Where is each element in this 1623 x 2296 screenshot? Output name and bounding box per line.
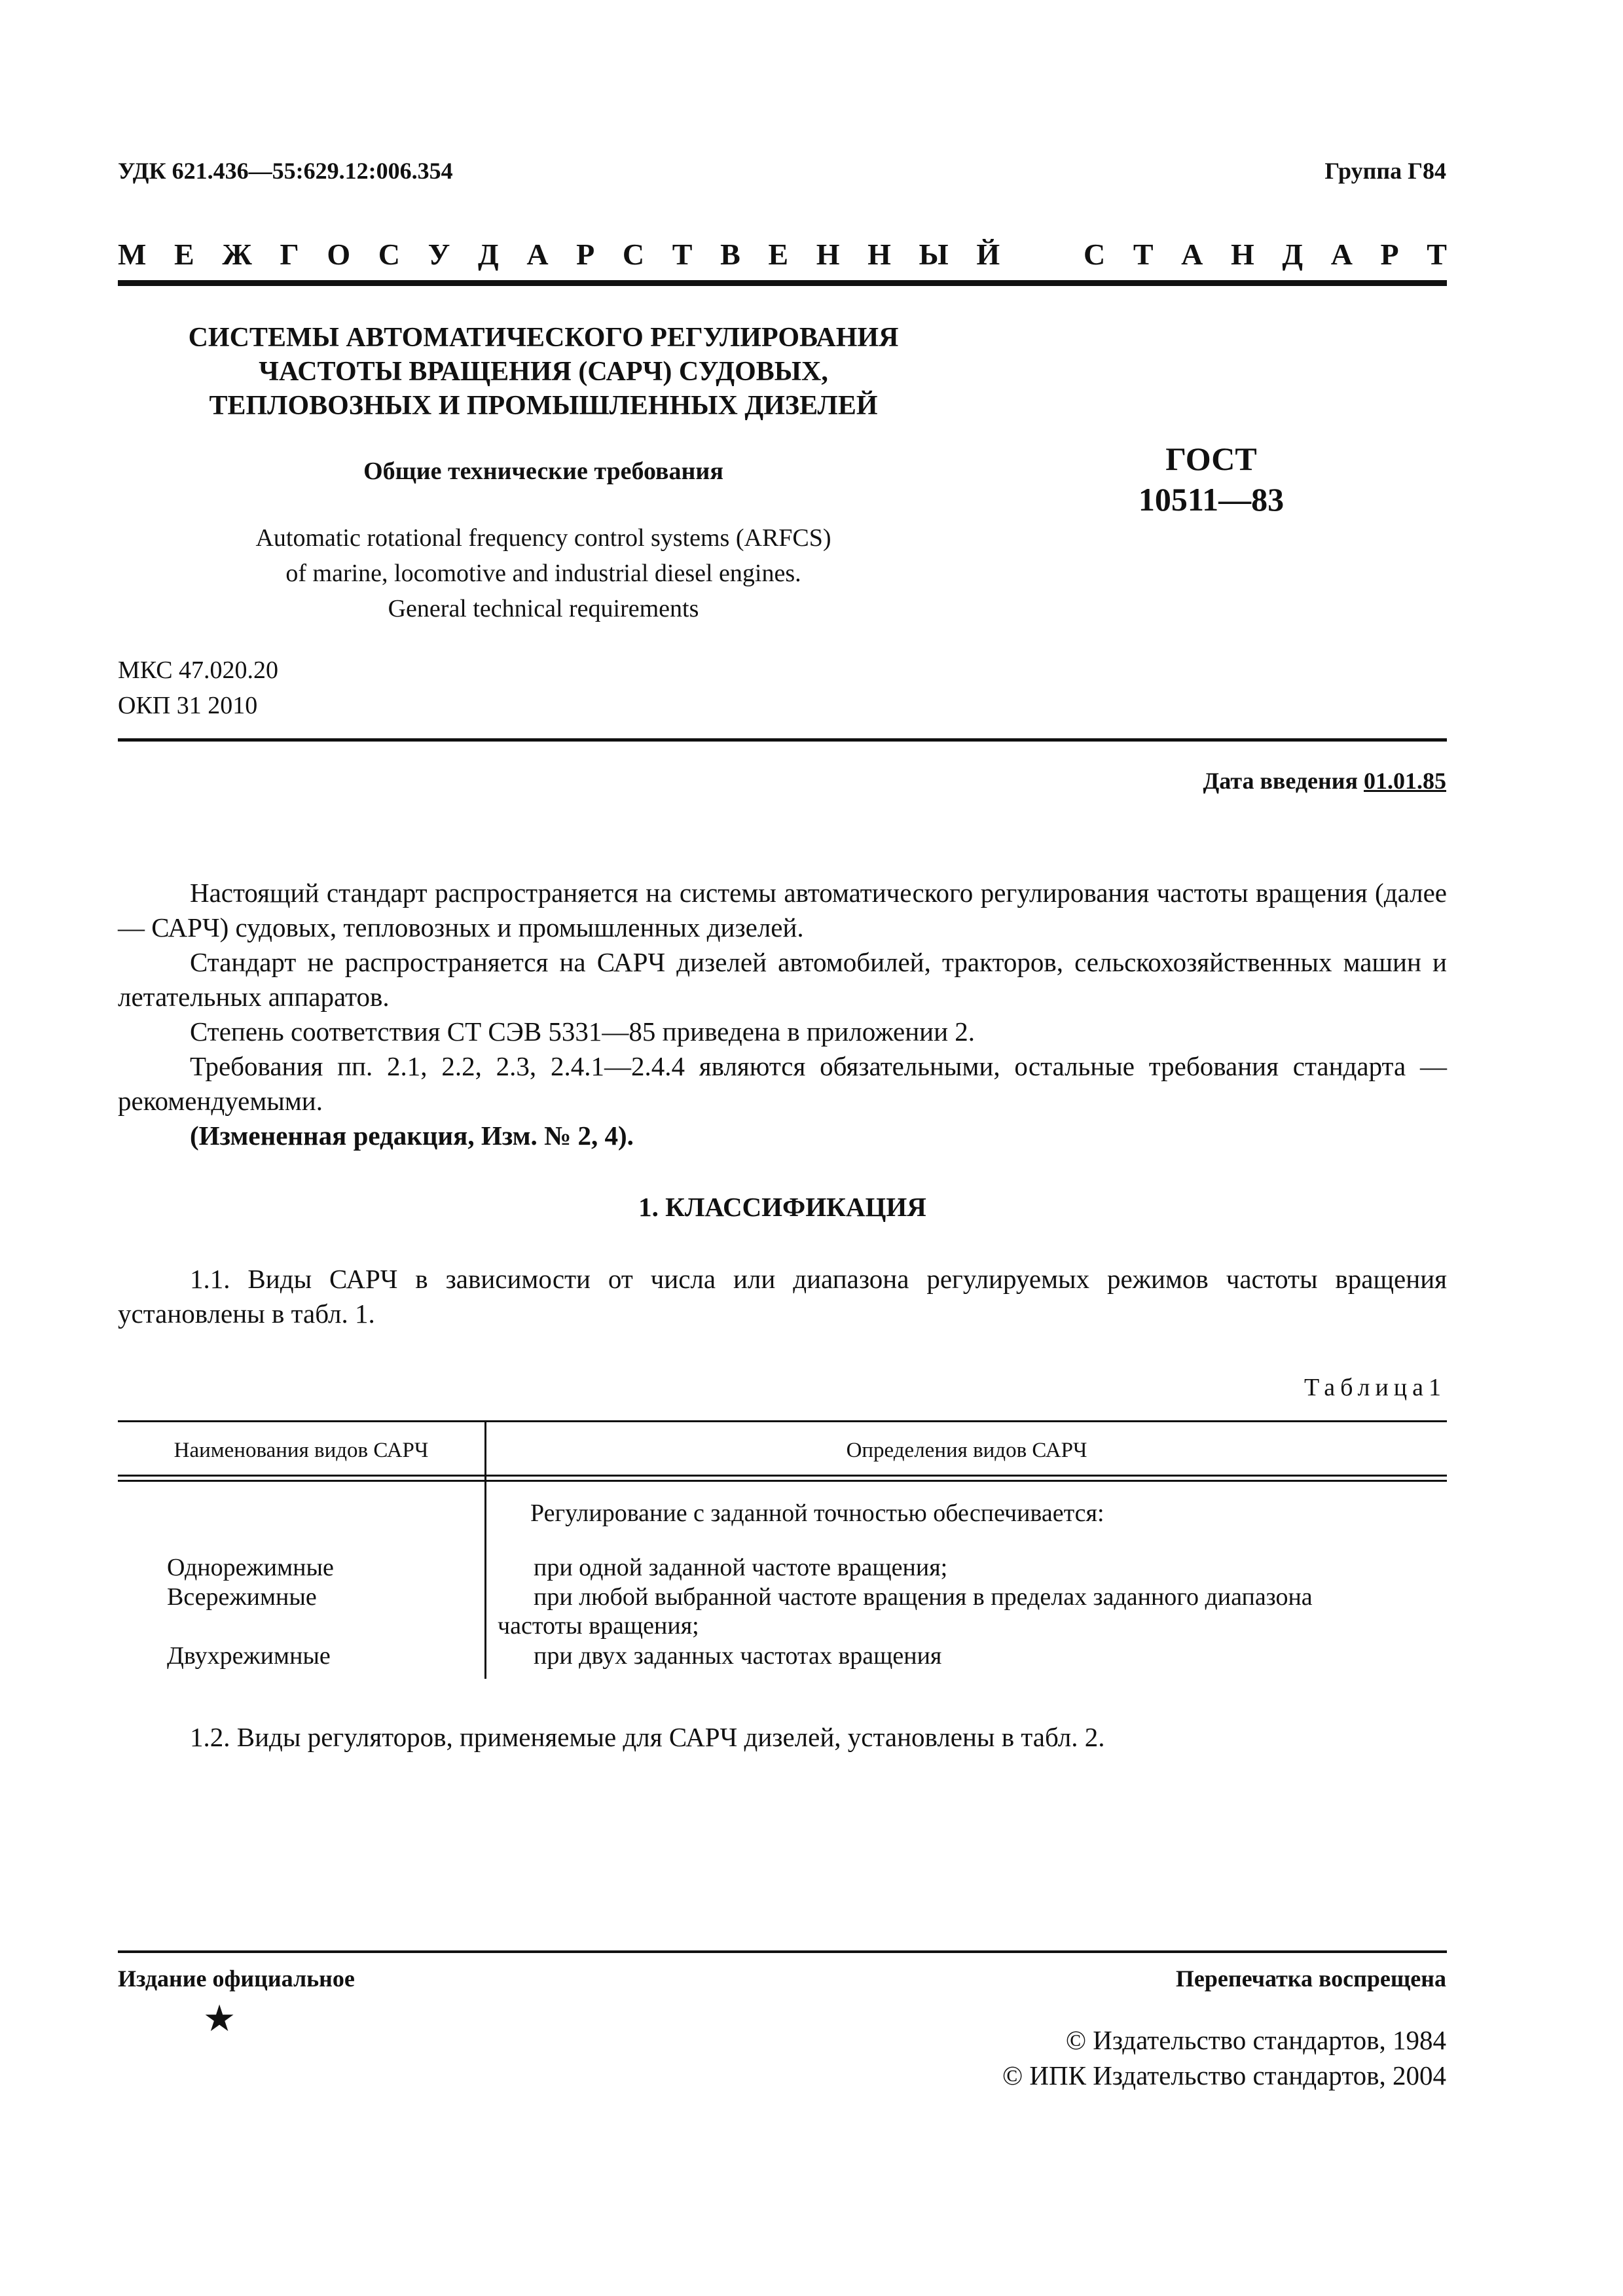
banner-letter: Т: [672, 238, 693, 271]
section-text: [118, 1262, 1447, 1331]
table-column-divider: [484, 1420, 486, 1679]
gost-designation: [1074, 439, 1349, 520]
amendment-note: (Измененная редакция, Изм. № 2, 4).: [190, 1121, 634, 1151]
copyright-line: © ИПК Издательство стандартов, 2004: [1002, 2060, 1446, 2090]
banner-letter: Е: [174, 238, 194, 271]
title-line: ЧАСТОТЫ ВРАЩЕНИЯ (САРЧ) СУДОВЫХ,: [259, 357, 828, 387]
date-value: 01.01.85: [1364, 768, 1446, 794]
banner-letter: С: [622, 238, 645, 271]
english-title-line: General technical requirements: [388, 595, 699, 622]
paragraph: Настоящий стандарт распространяется на системы автоматического регулирования частоты вращения (далее — САРЧ) судовых, тепловозных и промышленных дизелей.: [118, 878, 1447, 942]
table-cell-definition-cont: частоты вращения;: [498, 1612, 699, 1640]
table-cell-name: Двухрежимные: [167, 1642, 331, 1670]
banner-letter: Н: [816, 238, 840, 271]
table-cell-name: Однорежимные: [167, 1554, 334, 1581]
banner-letter: А: [526, 238, 549, 271]
table-header-rule: [118, 1475, 1447, 1477]
banner-letter: Н: [1231, 238, 1254, 271]
document-subtitle: Общие технические требования: [363, 457, 723, 485]
table-header-name: Наименования видов САРЧ: [173, 1439, 429, 1462]
english-title: [118, 520, 969, 626]
banner-letter: У: [428, 238, 450, 271]
banner-letter: Д: [478, 238, 499, 271]
official-edition: Издание официальное: [118, 1965, 355, 1992]
banner-rule: [118, 280, 1447, 286]
table-cell-definition: при двух заданных частотах вращения: [534, 1642, 942, 1670]
okp-code: ОКП 31 2010: [118, 692, 258, 719]
banner-letter: Д: [1282, 238, 1304, 271]
section-heading: 1. КЛАССИФИКАЦИЯ: [638, 1192, 926, 1222]
banner-letter: С: [378, 238, 401, 271]
banner-letter: Ы: [919, 238, 949, 271]
udk-code: УДК 621.436—55:629.12:006.354: [118, 158, 453, 184]
paragraph: Стандарт не распространяется на САРЧ дизелей автомобилей, тракторов, сельскохозяйственных машин и летательных аппаратов.: [118, 947, 1447, 1012]
banner-letter: С: [1083, 238, 1106, 271]
banner-letter: М: [118, 238, 147, 271]
introduction-date: [1203, 767, 1447, 795]
banner-letter: О: [327, 238, 351, 271]
copyright: [1002, 2022, 1446, 2093]
paragraph: 1.2. Виды регуляторов, применяемые для САРЧ дизелей, установлены в табл. 2.: [190, 1722, 1105, 1752]
banner-letter: В: [720, 238, 740, 271]
banner-letter: Р: [576, 238, 595, 271]
banner-letter: А: [1181, 238, 1203, 271]
english-title-line: of marine, locomotive and industrial diesel engines.: [285, 560, 801, 587]
star-icon: ★: [203, 1999, 236, 2039]
classification-codes: [118, 653, 278, 723]
table-intro: Регулирование с заданной точностью обеспечивается:: [530, 1499, 1104, 1527]
table-top-rule: [118, 1420, 1447, 1422]
paragraph: 1.1. Виды САРЧ в зависимости от числа или диапазона регулируемых режимов частоты вращения установлены в табл. 1.: [118, 1264, 1447, 1329]
title-line: СИСТЕМЫ АВТОМАТИЧЕСКОГО РЕГУЛИРОВАНИЯ: [188, 323, 899, 353]
banner-letter: Т: [1133, 238, 1154, 271]
banner-letter: Т: [1427, 238, 1447, 271]
banner-letter: А: [1330, 238, 1353, 271]
table-label: Таблица1: [1304, 1374, 1446, 1401]
title-line: ТЕПЛОВОЗНЫХ И ПРОМЫШЛЕННЫХ ДИЗЕЛЕЙ: [209, 391, 878, 421]
mks-code: МКС 47.020.20: [118, 656, 279, 684]
gost-label: ГОСТ: [1165, 440, 1257, 477]
english-title-line: Automatic rotational frequency control systems (ARFCS): [255, 524, 831, 552]
banner-letter: Н: [867, 238, 891, 271]
interstate-standard-banner: [118, 237, 1447, 272]
table-cell-definition: при любой выбранной частоте вращения в пределах заданного диапазона: [534, 1583, 1313, 1611]
banner-letter: Г: [280, 238, 299, 271]
banner-letter: Р: [1380, 238, 1399, 271]
gost-number: 10511—83: [1138, 481, 1285, 518]
group-code: Группа Г84: [1324, 158, 1446, 184]
table-header-definition: Определения видов САРЧ: [846, 1439, 1087, 1462]
table-cell-definition: при одной заданной частоте вращения;: [534, 1554, 948, 1581]
section-text: [118, 1720, 1447, 1755]
table-cell-name: Всережимные: [167, 1583, 317, 1611]
copyright-line: © Издательство стандартов, 1984: [1065, 2025, 1446, 2055]
paragraph: Требования пп. 2.1, 2.2, 2.3, 2.4.1—2.4.4 являются обязательными, остальные требования стандарта — рекомендуемыми.: [118, 1051, 1447, 1116]
title-rule: [118, 738, 1447, 742]
banner-letter: Ж: [222, 238, 252, 271]
document-title: [118, 321, 969, 423]
banner-letter: Е: [768, 238, 789, 271]
footer-rule: [118, 1950, 1447, 1953]
banner-letter: Й: [976, 238, 1000, 271]
table-header-rule: [118, 1480, 1447, 1482]
intro-text: [118, 876, 1447, 1153]
date-label: Дата введения: [1203, 768, 1358, 794]
paragraph: Степень соответствия СТ СЭВ 5331—85 приведена в приложении 2.: [190, 1016, 976, 1047]
reprint-prohibited: Перепечатка воспрещена: [1175, 1965, 1446, 1992]
